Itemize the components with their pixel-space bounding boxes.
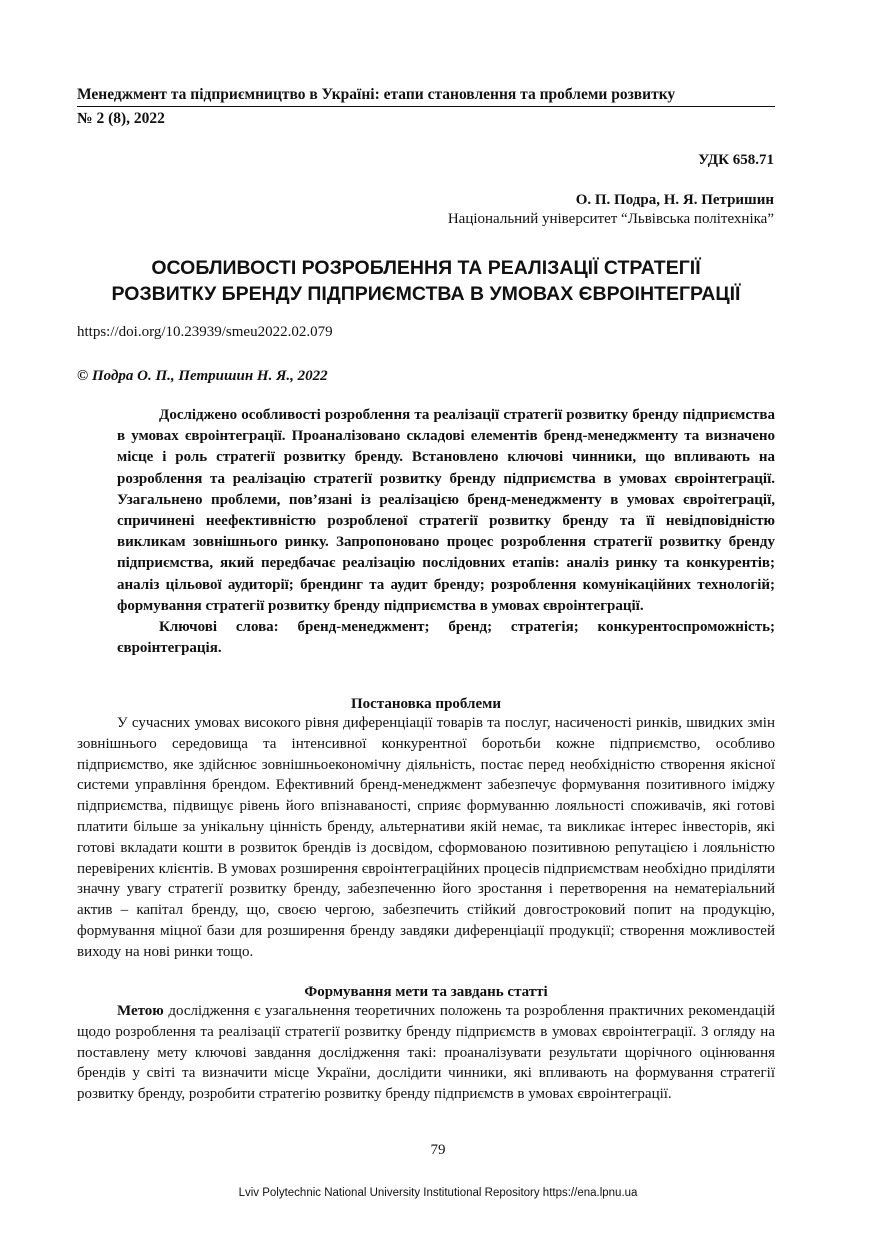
section-heading-goal: Формування мети та завдань статті [304,984,548,1000]
section-goal-body [77,1001,775,1105]
article-title [77,255,775,307]
goal-lead-word: Метою [117,1003,164,1019]
issue-number: № 2 (8), 2022 [77,110,165,127]
problem-paragraph: У сучасних умовах високого рівня диференціації товарів та послуг, насиченості ринків, швидких змін зовнішнього середовища та інтенсивної конкурентної боротьби кожне підприємство, особливо підприємство, яке здійснює зовнішньоекономічну діяльність, постає перед необхідністю створення якісної системи управління брендом. Ефективний бренд-менеджмент забезпечує формування позитивного іміджу підприємства, підвищує рівень його впізнаваності, сприяє формуванню лояльності споживачів, які готові платити більше за унікальну цінність бренду, альтернативи якій немає, та викликає інтерес інвесторів, які готові вкладати кошти в розвиток брендів із досвідом, сформованою позитивною репутацією і лояльністю перевірених клієнтів. В умовах розширення євроінтеграційних процесів підприємствам необхідно приділяти значну увагу стратегії розвитку бренду, забезпеченню його зростання і перетворення на нематеріальний актив – капітал бренду, що, своєю чергою, забезпечить стійкий довгостроковий попит на продукцію, формування міцної бази для розширення бренду завдяки диференціації продукції; створення можливостей виходу на нові ринки тощо. [77,715,775,960]
copyright-line [77,366,328,386]
goal-text: дослідження є узагальнення теоретичних положень та розроблення практичних рекомендацій щодо розроблення та реалізації стратегії розвитку бренду підприємств в умовах євроінтеграції. З огляду на поставлену мету ключові завдання дослідження такі: проаналізувати результати щорічного оцінювання брендів у світі та визначити місце України, дослідити чинники, які впливають на формування стратегії розвитку бренду, розробити стратегію розвитку бренду підприємств в умовах євроінтеграції. [77,1003,775,1103]
authors: О. П. Подра, Н. Я. Петришин [575,192,774,208]
abstract [117,405,775,659]
repository-footer: Lviv Polytechnic National University Institutional Repository https://ena.lpnu.ua [238,1187,638,1199]
section-problem-body [77,713,775,963]
article-title-line-2: РОЗВИТКУ БРЕНДУ ПІДПРИЄМСТВА В УМОВАХ ЄВРОІНТЕГРАЦІЇ [111,283,741,305]
keywords: Ключові слова: бренд-менеджмент; бренд; стратегія; конкурентоспроможність; євроінтеграція. [117,619,775,657]
doi-link[interactable]: https://doi.org/10.23939/smeu2022.02.079 [77,324,333,340]
section-heading-problem: Постановка проблеми [351,696,501,712]
copyright-names: Подра О. П., Петришин Н. Я., 2022 [91,368,328,384]
abstract-text: Досліджено особливості розроблення та реалізації стратегії розвитку бренду підприємства в умовах євроінтеграції. Проаналізовано складові елементів бренд-менеджменту та визначено місце і роль стратегії розвитку бренду. Встановлено ключові чинники, що впливають на розроблення та реалізацію стратегії розвитку бренду підприємства в умовах євроінтеграції. Узагальнено проблеми, пов’язані із реалізацією бренд-менеджменту в умовах євроітеграції, спричинені неефективністю розробленої стратегії розвитку бренду та її невідповідністю викликам зовнішнього ринку. Запропоновано процес розроблення стратегії розвитку бренду підприємства, який передбачає реалізацію послідовних етапів: аналіз ринку та конкурентів; аналіз цільової аудиторії; брендинг та аудит бренду; розроблення комунікаційних технологій; формування стратегії розвитку бренду підприємства в умовах євроінтеграції. [117,407,775,614]
udk-code: УДК 658.71 [698,152,774,168]
affiliation: Національний університет “Львівська політехніка” [447,211,774,227]
page-number: 79 [430,1142,446,1158]
article-title-line-1: ОСОБЛИВОСТІ РОЗРОБЛЕННЯ ТА РЕАЛІЗАЦІЇ СТРАТЕГІЇ [151,257,701,279]
journal-title: Менеджмент та підприємництво в Україні: етапи становлення та проблеми розвитку [77,85,775,107]
goal-paragraph [77,1001,775,1105]
copyright-symbol: © [77,368,89,384]
